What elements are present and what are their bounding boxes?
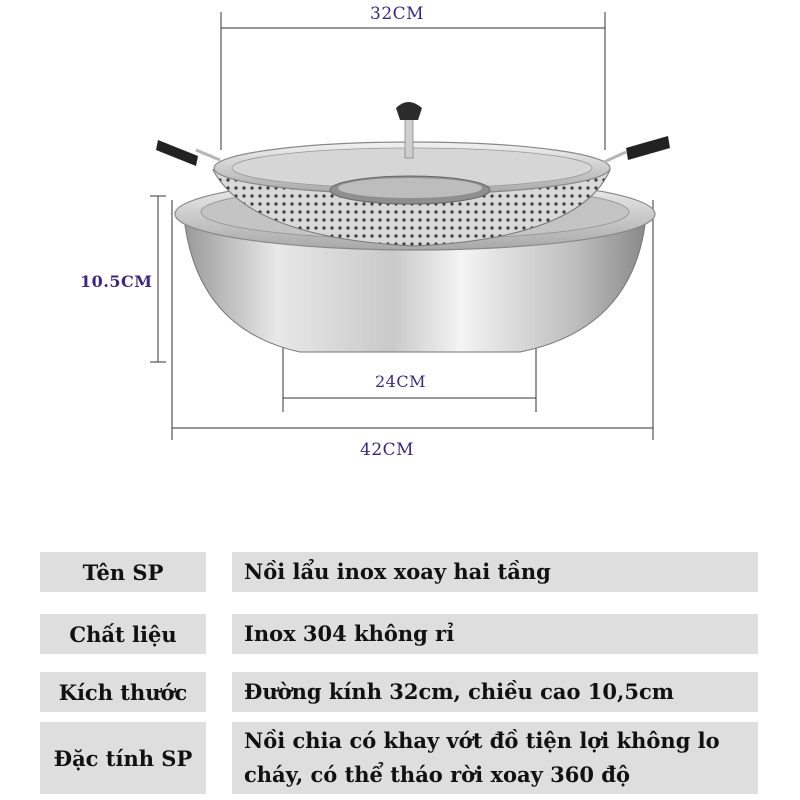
dimension-top-diameter: 32CM [370,4,425,24]
spec-label: Kích thước [40,672,206,712]
dimension-outer-diameter: 42CM [360,440,415,460]
spec-row-material [40,614,758,654]
spec-value: Đường kính 32cm, chiều cao 10,5cm [232,672,758,712]
spec-value: Nồi chia có khay vớt đồ tiện lợi không lo cháy, có thể tháo rời xoay 360 độ [232,722,758,794]
spec-value: Inox 304 không rỉ [232,614,758,654]
spec-row-size [40,672,758,712]
dimension-height: 10.5CM [80,272,153,291]
dimension-base-diameter: 24CM [375,372,426,391]
spec-value: Nồi lẩu inox xoay hai tầng [232,552,758,592]
spec-row-features [40,722,758,794]
spec-label: Tên SP [40,552,206,592]
spec-row-name [40,552,758,592]
spec-label: Chất liệu [40,614,206,654]
spec-label: Đặc tính SP [40,722,206,794]
